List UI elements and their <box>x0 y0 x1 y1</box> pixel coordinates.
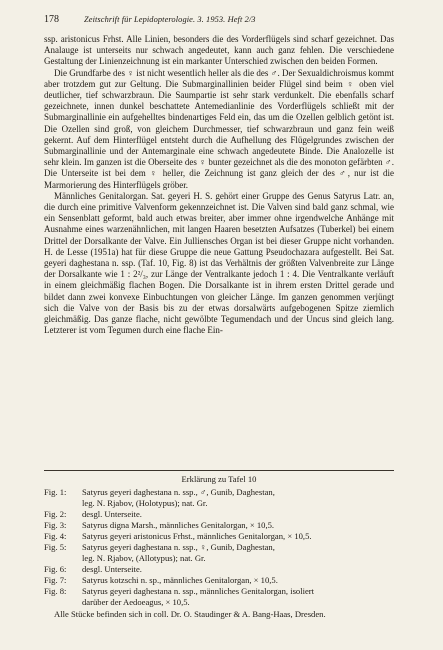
figure-text: Satyrus geyeri daghestana n. ssp., männliches Genitalorgan, isoliert <box>82 586 315 596</box>
figure-text: Satyrus digna Marsh., männliches Genitalorgan, × 10,5. <box>82 520 275 530</box>
figure-caption <box>44 564 394 575</box>
figure-text: Satyrus geyeri aristonicus Frhst., männliches Genitalorgan, × 10,5. <box>82 531 312 541</box>
figure-text: Satyrus kotzschi n. sp., männliches Genitalorgan, × 10,5. <box>82 575 278 585</box>
main-text <box>44 34 394 336</box>
plate-explanation <box>44 474 394 620</box>
figure-caption <box>44 509 394 520</box>
figure-text-continued: darüber der Aedoeagus, × 10,5. <box>82 597 190 607</box>
running-title: Zeitschrift für Lepidopterologie. 3. 1953. Heft 2/3 <box>84 15 256 24</box>
figure-text: Satyrus geyeri daghestana n. ssp., ♂, Gunib, Daghestan, <box>82 487 275 497</box>
paragraph: Männliches Genitalorgan. Sat. geyeri H. S. gehört einer Gruppe des Genus Satyrus Latr. an, die durch eine primitive Valvenform gekennzeichnet ist. Die Valven sind bald ganz schmal, wie ein Sensenblatt geformt, bald auch etwas breiter, aber immer ohne irgendwelche Anhänge mit Ausnahme eines warzenähnlichen, mit langen Haaren besetzten Aufsatzes (Tuberkel) bei einem Drittel der Dorsalkante der Valve. Ein Julliensches Organ ist bei dieser Gruppe nicht vorhanden. H. de Lesse (1951a) hat für diese Gruppe die neue Gattung Pseudochazara aufgestellt. Bei Sat. geyeri daghestana n. ssp. (Taf. 10, Fig. 8) ist das Verhältnis der größten Valvenbreite zur Länge der Dorsalkante wie 1 : 2²/₃, zur Länge der Ventralkante jedoch 1 : 4. Die Ventralkante verläuft in einem gleichmäßig flachen Bogen. Die Dorsalkante ist in ihrem ersten Drittel gerade und bildet dann zwei konvexe Einbuchtungen von gleicher Länge. Im ganzen genommen verjüngt sich die Valve von der Basis bis zu der etwas dorsalwärts aufgebogenen Spitze ziemlich gleichmäßig. Das ganze flache, nicht gewölbte Tegumendach und der Uncus sind gleich lang. Letzterer ist vom Tegumen durch eine flache Ein- <box>44 190 394 336</box>
figure-label: Fig. 8: <box>44 586 67 596</box>
figure-text: desgl. Unterseite. <box>82 509 142 519</box>
figure-label: Fig. 6: <box>44 564 67 574</box>
figure-label: Fig. 4: <box>44 531 67 541</box>
figure-text-continued: leg. N. Rjabov, (Holotypus); nat. Gr. <box>82 498 208 508</box>
figure-label: Fig. 5: <box>44 542 67 552</box>
figure-label: Fig. 2: <box>44 509 67 519</box>
figure-caption <box>44 575 394 586</box>
figure-label: Fig. 1: <box>44 487 67 497</box>
figure-caption <box>44 542 394 553</box>
figure-caption <box>44 487 394 498</box>
page-header <box>44 14 394 28</box>
paragraph: ssp. aristonicus Frhst. Alle Linien, besonders die des Vorderflügels sind scharf gezeichnet. Das Analauge ist unterseits nur schwach angedeutet, kann auch ganz fehlen. Die verschiedene Gestaltung der Linienzeichnung ist ein markanter Unterschied zwischen den beiden Formen. <box>44 34 394 67</box>
plate-explanation-heading: Erklärung zu Tafel 10 <box>181 474 257 484</box>
figure-text: Satyrus geyeri daghestana n. ssp., ♀, Gunib, Daghestan, <box>82 542 275 552</box>
paragraph: Die Grundfarbe des ♀ ist nicht wesentlich heller als die des ♂. Der Sexualdichroismus kommt aber trotzdem gut zur Geltung. Die Submarginallinien beider Flügel sind beim ♀ oben viel deutlicher, tief schwarzbraun. Die Saumpartie ist sehr stark verdunkelt. Die ebenfalls scharf gezeichnete, innen dunkel beschattete Antemedianlinie des Vorderflügels schließt mit der Submarginallinie ein aufgehelltes bindenartiges Feld ein, das um die Ozellen gelblich getönt ist. Die Ozellen sind groß, von gleichem Durchmesser, tief schwarzbraun und ganz fein weiß gekernt. Auf dem Hinterflügel entsteht durch die Aufhellung des Flügelgrundes zwischen der Submarginallinie und der Antemarginale eine schwach angedeutete Binde. Die Analozelle ist sehr klein. Im ganzen ist die Oberseite des ♀ bunter gezeichnet als die des monoton gefärbten ♂. Die Unterseite ist bei dem ♀ heller, die Zeichnung ist ganz gleich der des ♂, nur ist die Marmorierung des Hinterflügels gröber. <box>44 67 394 190</box>
figure-text: desgl. Unterseite. <box>82 564 142 574</box>
figure-label: Fig. 3: <box>44 520 67 530</box>
figure-text-continued: leg. N. Rjabov, (Allotypus); nat. Gr. <box>82 553 206 563</box>
section-divider <box>44 470 394 471</box>
figure-caption <box>44 520 394 531</box>
figure-caption <box>44 531 394 542</box>
page-number: 178 <box>44 14 59 25</box>
collection-note: Alle Stücke befinden sich in coll. Dr. O. Staudinger & A. Bang-Haas, Dresden. <box>54 609 326 619</box>
figure-caption <box>44 586 394 597</box>
figure-label: Fig. 7: <box>44 575 67 585</box>
